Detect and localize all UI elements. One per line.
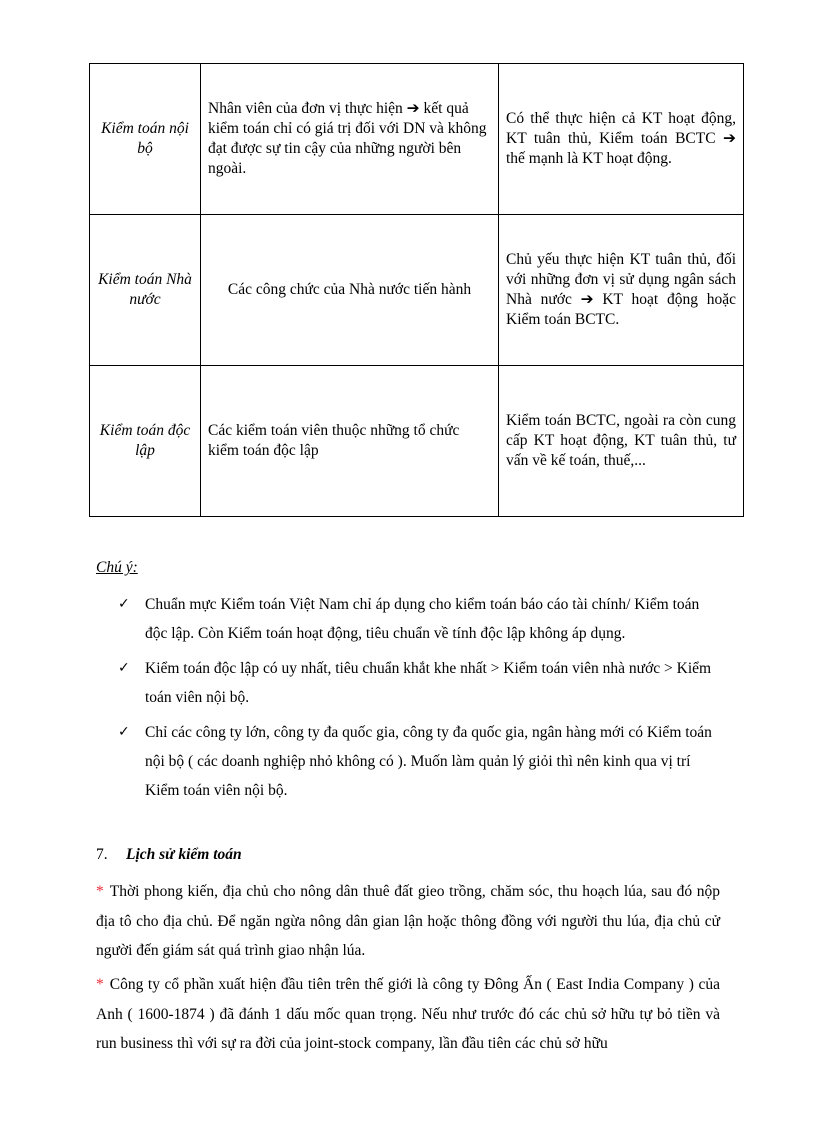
section-number: 7. — [96, 846, 108, 863]
history-paragraph — [96, 877, 720, 966]
notes-title: Chú ý: — [96, 559, 138, 576]
paragraph-text: Thời phong kiến, địa chủ cho nông dân thuê đất gieo trồng, chăm sóc, thu hoạch lúa, sau đó nộp địa tô cho địa chủ. Để ngăn ngừa nông dân gian lận hoặc thông đồng với người thu lúa, địa chủ cử người đến giám sát quá trình giao nhận lúa. — [96, 883, 720, 959]
audit-types-table — [89, 63, 744, 517]
checkmark-icon: ✓ — [118, 596, 130, 612]
list-item — [118, 654, 720, 712]
scope-cell: Có thể thực hiện cả KT hoạt động, KT tuân thủ, Kiểm toán BCTC ➔ thế mạnh là KT hoạt động. — [499, 64, 744, 215]
section-title: Lịch sử kiểm toán — [126, 846, 242, 863]
list-item — [118, 718, 720, 805]
table-row — [90, 64, 744, 215]
note-text: Kiểm toán độc lập có uy nhất, tiêu chuẩn khắt khe nhất > Kiểm toán viên nhà nước > Kiểm toán viên nội bộ. — [145, 660, 712, 706]
table-row — [90, 215, 744, 366]
list-item — [118, 590, 720, 648]
note-text: Chuẩn mực Kiểm toán Việt Nam chỉ áp dụng cho kiểm toán báo cáo tài chính/ Kiểm toán độc lập. Còn Kiểm toán hoạt động, tiêu chuẩn về tính độc lập không áp dụng. — [145, 596, 700, 642]
table-row — [90, 366, 744, 517]
performer-cell: Nhân viên của đơn vị thực hiện ➔ kết quả kiểm toán chỉ có giá trị đối với DN và không đạt được sự tin cậy của những người bên ngoài. — [201, 64, 499, 215]
asterisk-icon: * — [96, 883, 104, 900]
performer-cell: Các công chức của Nhà nước tiến hành — [201, 215, 499, 366]
asterisk-icon: * — [96, 976, 104, 993]
checkmark-icon: ✓ — [118, 660, 130, 676]
notes-list — [118, 590, 720, 811]
audit-type-cell: Kiểm toán nội bộ — [90, 64, 201, 215]
audit-type-cell: Kiểm toán Nhà nước — [90, 215, 201, 366]
section-heading — [96, 846, 242, 864]
paragraph-text: Công ty cổ phần xuất hiện đầu tiên trên thế giới là công ty Đông Ấn ( East India Company ) của Anh ( 1600-1874 ) đã đánh 1 dấu mốc quan trọng. Nếu như trước đó các chủ sở hữu tự bỏ tiền và run business thì với sự ra đời của joint-stock company, lần đầu tiên các chủ sở hữu — [96, 976, 720, 1052]
audit-type-cell: Kiểm toán độc lập — [90, 366, 201, 517]
scope-cell: Chủ yếu thực hiện KT tuân thủ, đối với những đơn vị sử dụng ngân sách Nhà nước ➔ KT hoạt động hoặc Kiểm toán BCTC. — [499, 215, 744, 366]
checkmark-icon: ✓ — [118, 724, 130, 740]
history-paragraph — [96, 970, 720, 1059]
scope-cell: Kiểm toán BCTC, ngoài ra còn cung cấp KT hoạt động, KT tuân thủ, tư vấn về kế toán, thuế,... — [499, 366, 744, 517]
note-text: Chỉ các công ty lớn, công ty đa quốc gia, công ty đa quốc gia, ngân hàng mới có Kiểm toán nội bộ ( các doanh nghiệp nhỏ không có ). Muốn làm quản lý giỏi thì nên kinh qua vị trí Kiểm toán viên nội bộ. — [145, 724, 712, 799]
performer-cell: Các kiểm toán viên thuộc những tổ chức kiểm toán độc lập — [201, 366, 499, 517]
